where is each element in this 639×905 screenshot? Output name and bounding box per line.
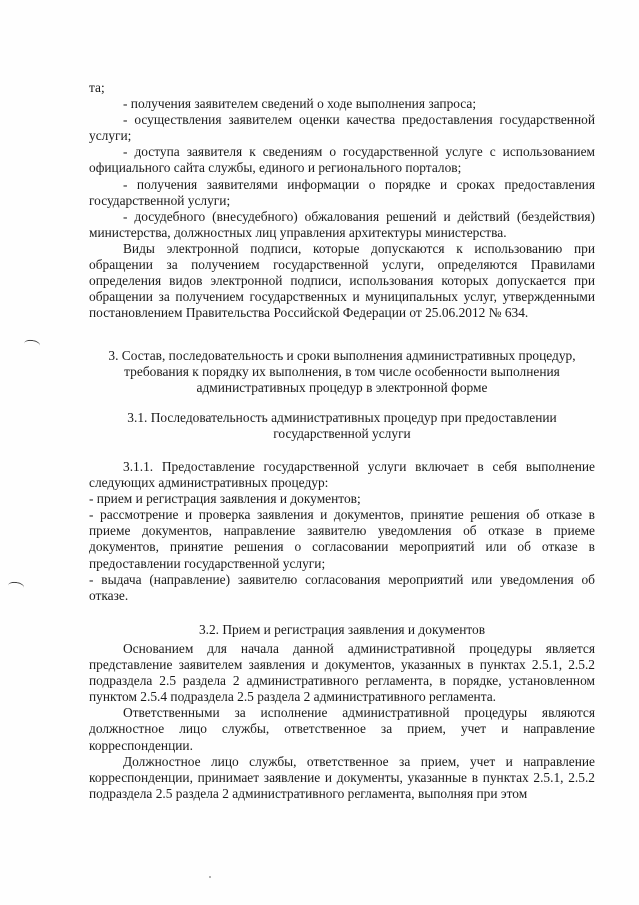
section-3-heading: 3. Состав, последовательность и сроки выполнения административных процедур, требования к порядку их выполнения, в том числе особенности выполнения административных процедур в электронной форме [108, 348, 576, 396]
paragraph: Виды электронной подписи, которые допускаются к использованию при обращении за получением государственной услуги, определяются Правилами определения видов электронной подписи, использования которых допускается при обращении за получением государственных и муниципальных услуг, утвержденными постановлением Правительства Российской Федерации от 25.06.2012 № 634. [89, 240, 595, 321]
section-3-1-heading: 3.1. Последовательность административных процедур при предоставлении государственной услуги [127, 410, 557, 442]
paragraph: - доступа заявителя к сведениям о государственной услуге с использованием официального сайта службы, единого и регионального порталов; [89, 144, 595, 176]
paragraph: - получения заявителем сведений о ходе выполнения запроса; [123, 96, 477, 112]
section-3-1-heading-block [106, 410, 578, 442]
list-item: - рассмотрение и проверка заявления и документов, принятие решения об отказе в приеме документов, направление заявителю уведомления об отказе в приеме документов, принятие решения о согласовании мероприятий или об отказе в предоставлении государственной услуги; [89, 507, 595, 571]
paragraph: 3.1.1. Предоставление государственной услуги включает в себя выполнение следующих административных процедур: [89, 459, 595, 491]
section-3-2-heading: 3.2. Прием и регистрация заявления и документов [198, 622, 486, 637]
list-item: - выдача (направление) заявителю согласования мероприятий или уведомления об отказе. [89, 571, 595, 603]
section-3-2-heading-block [106, 622, 578, 638]
paragraph: та; [89, 80, 105, 95]
list-item: - прием и регистрация заявления и документов; [89, 491, 361, 507]
section-3-heading-block [106, 348, 578, 396]
punch-mark-top [23, 339, 40, 350]
paragraph: - осуществления заявителем оценки качества предоставления государственной услуги; [89, 112, 595, 144]
block-2 [89, 459, 595, 604]
paragraph: Должностное лицо службы, ответственное за прием, учет и направление корреспонденции, принимает заявление и документы, указанные в пунктах 2.5.1, 2.5.2 подраздела 2.5 раздела 2 административного регламента, выполняя при этом [89, 753, 595, 801]
paragraph: - получения заявителями информации о порядке и сроках предоставления государственной услуги; [89, 176, 595, 208]
block-1 [89, 80, 595, 321]
block-3 [89, 641, 595, 802]
paragraph: - досудебного (внесудебного) обжалования решений и действий (бездействия) министерства, должностных лиц управления архитектуры министерства. [89, 208, 595, 240]
paragraph: Основанием для начала данной административной процедуры является представление заявителем заявления и документов, указанных в пунктах 2.5.1, 2.5.2 подраздела 2.5 раздела 2 административного регламента, в порядке, установленном пунктом 2.5.4 подраздела 2.5 раздела 2 административного регламента. [89, 641, 595, 705]
paragraph: Ответственными за исполнение административной процедуры являются должностное лицо службы, ответственное за прием, учет и направление корреспонденции. [89, 705, 595, 753]
punch-mark-bottom [7, 581, 24, 592]
scan-speck [209, 876, 211, 878]
